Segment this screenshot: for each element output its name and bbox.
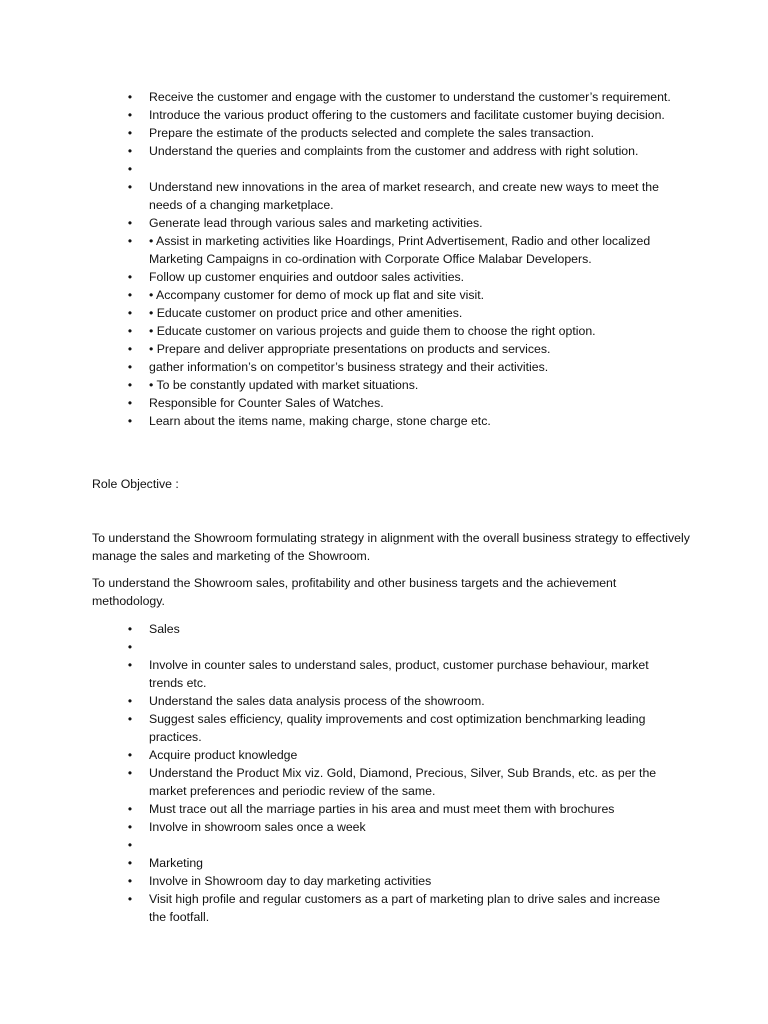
list-item-text: • Accompany customer for demo of mock up flat and site visit. [149,288,485,302]
list-item-text: Involve in counter sales to understand sales, product, customer purchase behaviour, market trends etc. [149,658,649,690]
list-item [0,412,768,430]
list-item [0,800,768,818]
list-item [0,746,768,764]
list-item-text: Must trace out all the marriage parties in his area and must meet them with brochures [149,802,615,816]
list-item [0,142,768,160]
bullet-icon: • [127,288,133,302]
list-item [0,710,768,746]
objectives-list [0,620,768,926]
bullet-icon: • [127,306,133,320]
list-item-text: gather information’s on competitor’s business strategy and their activities. [149,360,549,374]
list-item [0,818,768,836]
bullet-icon: • [127,874,133,888]
list-item [0,322,768,340]
bullet-icon: • [127,856,133,870]
list-item [0,638,768,656]
bullet-icon: • [127,144,133,158]
list-item-text: • Educate customer on various projects and guide them to choose the right option. [149,324,596,338]
list-item [0,214,768,232]
bullet-icon: • [127,396,133,410]
list-item [0,88,768,106]
list-item [0,286,768,304]
list-item-text: Involve in showroom sales once a week [149,820,366,834]
list-item-text: • Educate customer on product price and other amenities. [149,306,463,320]
list-item [0,394,768,412]
list-item [0,178,768,214]
role-objective-heading: Role Objective : [92,477,179,491]
bullet-icon: • [127,748,133,762]
list-item-text: Suggest sales efficiency, quality improvements and cost optimization benchmarking leading practices. [149,712,646,744]
list-item [0,304,768,322]
bullet-icon: • [127,414,133,428]
bullet-icon: • [127,640,133,654]
list-item-text: Follow up customer enquiries and outdoor sales activities. [149,270,465,284]
list-item-text: • Assist in marketing activities like Hoardings, Print Advertisement, Radio and other localized Marketing Campaigns in co-ordination with Corporate Office Malabar Developers. [149,234,651,266]
bullet-icon: • [127,324,133,338]
bullet-icon: • [127,622,133,636]
list-item [0,764,768,800]
list-item-text: Understand the Product Mix viz. Gold, Diamond, Precious, Silver, Sub Brands, etc. as per the market preferences and periodic review of the same. [149,766,657,798]
bullet-icon: • [127,838,133,852]
bullet-icon: • [127,892,133,906]
role-objective-paragraph-2: To understand the Showroom sales, profitability and other business targets and the achievement methodology. [92,576,617,608]
bullet-icon: • [127,162,133,176]
list-item [0,836,768,854]
list-item-text: Generate lead through various sales and marketing activities. [149,216,483,230]
responsibilities-list [0,88,768,430]
list-item-text: Learn about the items name, making charge, stone charge etc. [149,414,491,428]
list-item-text: Introduce the various product offering to the customers and facilitate customer buying decision. [149,108,665,122]
bullet-icon: • [127,342,133,356]
bullet-icon: • [127,658,133,672]
role-objective-paragraph-1: To understand the Showroom formulating strategy in alignment with the overall business strategy to effectively manage the sales and marketing of the Showroom. [92,531,690,563]
list-item-text: Receive the customer and engage with the customer to understand the customer’s requirement. [149,90,671,104]
bullet-icon: • [127,234,133,248]
list-item-text: Acquire product knowledge [149,748,298,762]
list-item [0,872,768,890]
bullet-icon: • [127,126,133,140]
list-item [0,656,768,692]
list-item [0,340,768,358]
list-item-text: Understand the sales data analysis process of the showroom. [149,694,485,708]
bullet-icon: • [127,694,133,708]
list-item-text: Marketing [149,856,203,870]
list-item [0,268,768,286]
bullet-icon: • [127,766,133,780]
bullet-icon: • [127,360,133,374]
list-item-text: Understand the queries and complaints from the customer and address with right solution. [149,144,639,158]
list-item-text: Involve in Showroom day to day marketing activities [149,874,432,888]
list-item [0,124,768,142]
list-item-text: • To be constantly updated with market situations. [149,378,419,392]
list-item [0,692,768,710]
bullet-icon: • [127,180,133,194]
list-item-text: Visit high profile and regular customers as a part of marketing plan to drive sales and increase the footfall. [149,892,661,924]
bullet-icon: • [127,270,133,284]
list-item [0,106,768,124]
list-item-text: Sales [149,622,180,636]
bullet-icon: • [127,108,133,122]
bullet-icon: • [127,802,133,816]
list-item [0,376,768,394]
bullet-icon: • [127,712,133,726]
list-item-text: Understand new innovations in the area of market research, and create new ways to meet the needs of a changing marketplace. [149,180,659,212]
bullet-icon: • [127,90,133,104]
list-item [0,854,768,872]
list-item [0,890,768,926]
list-item-text: Responsible for Counter Sales of Watches. [149,396,384,410]
list-item [0,358,768,376]
list-item [0,232,768,268]
bullet-icon: • [127,820,133,834]
list-item-text: Prepare the estimate of the products selected and complete the sales transaction. [149,126,594,140]
bullet-icon: • [127,216,133,230]
bullet-icon: • [127,378,133,392]
list-item-text: • Prepare and deliver appropriate presentations on products and services. [149,342,551,356]
list-item [0,160,768,178]
list-item [0,620,768,638]
